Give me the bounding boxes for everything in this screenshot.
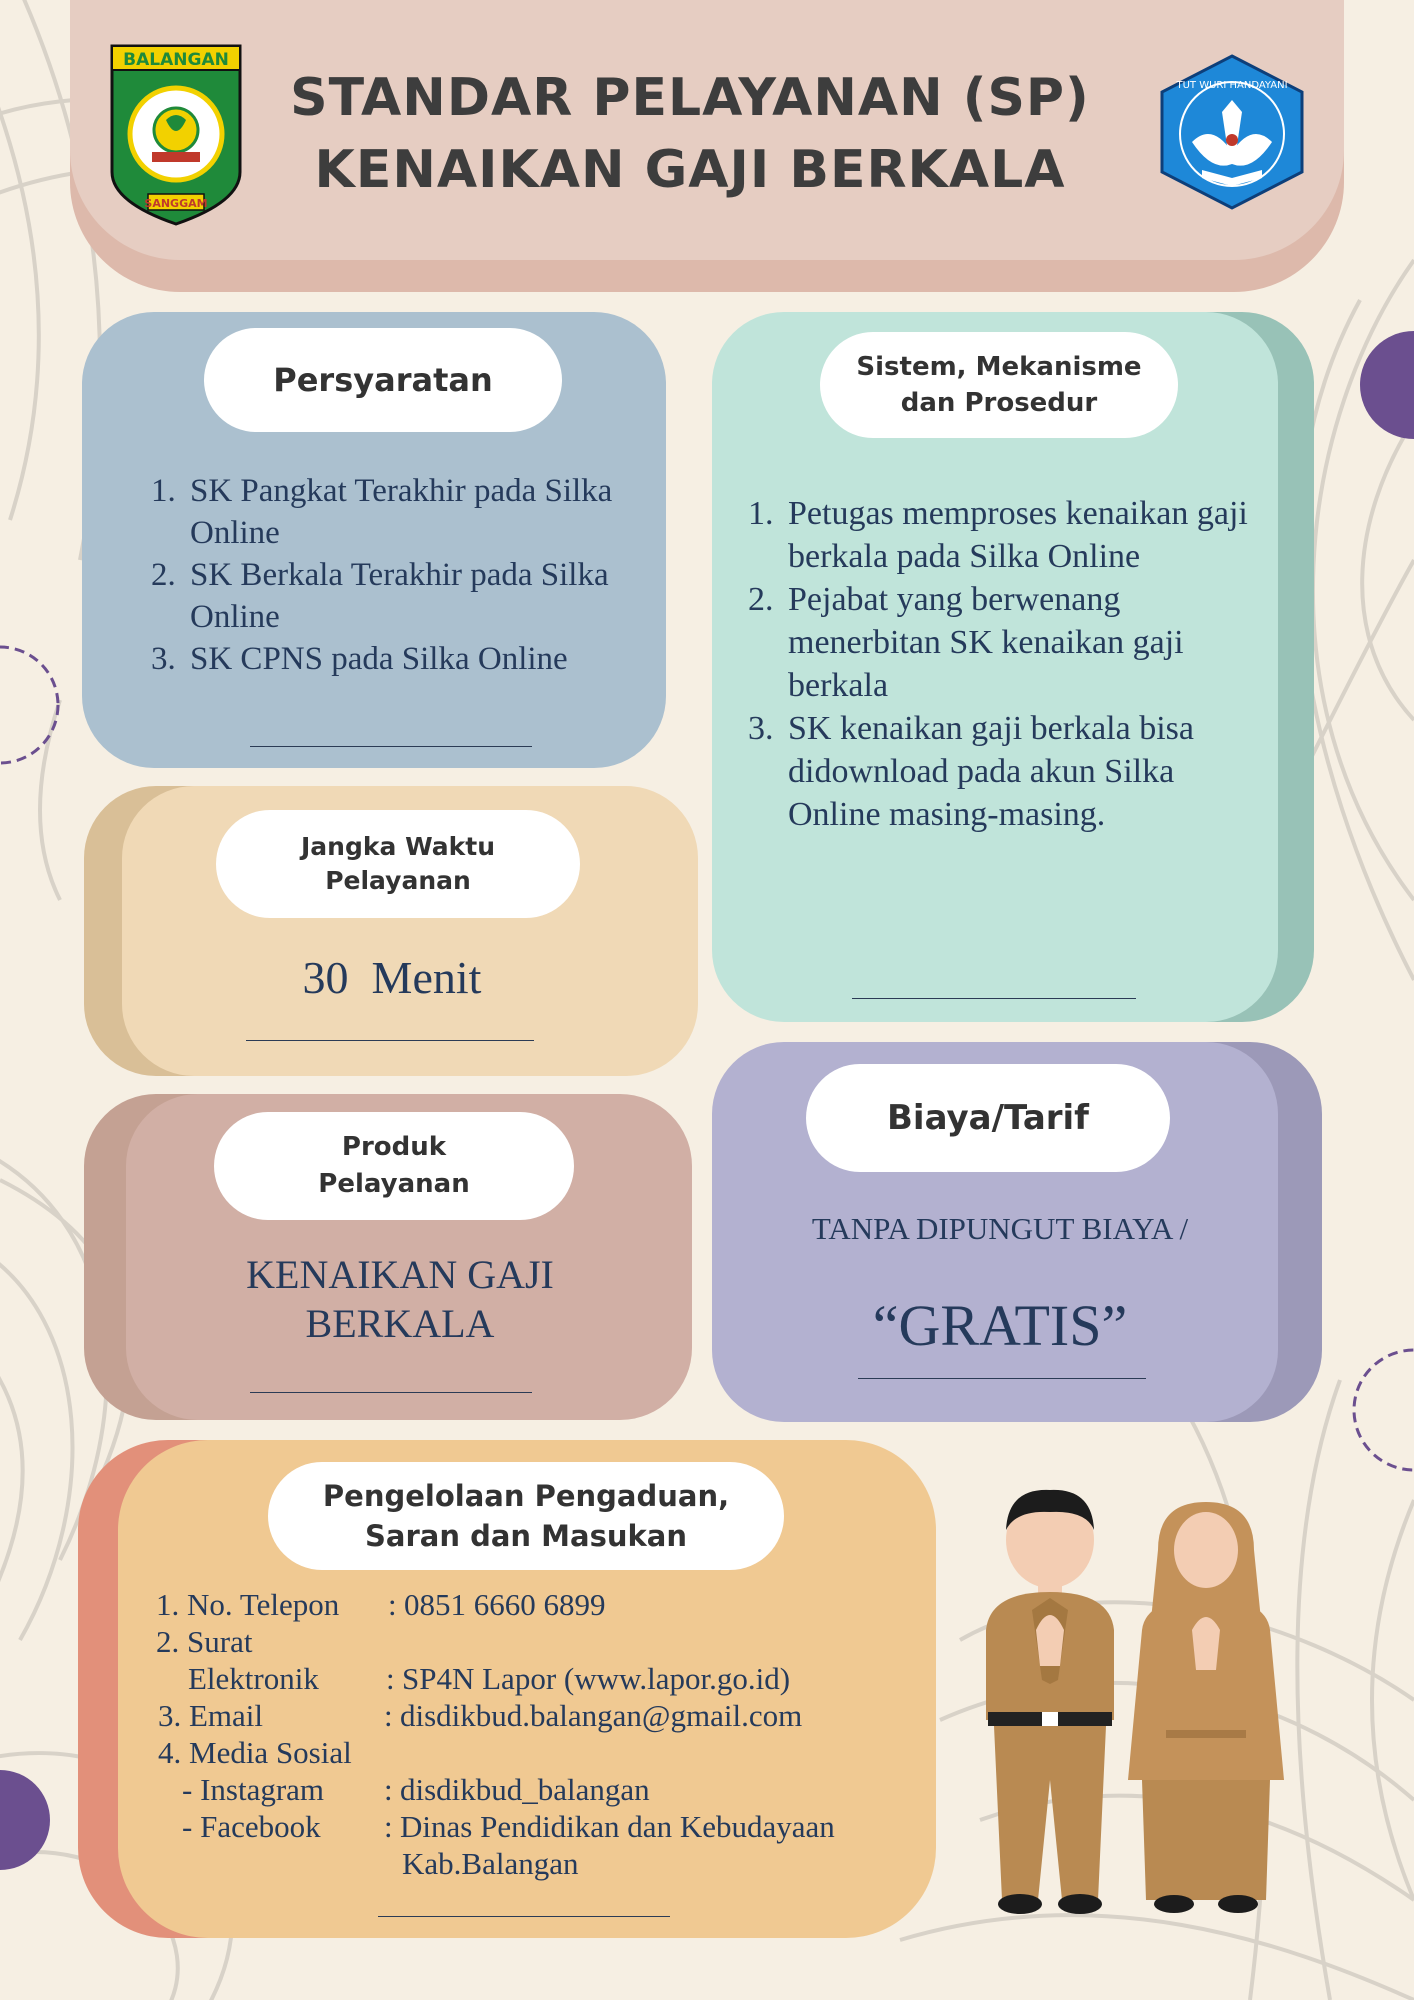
contact-label: 1. No. Telepon — [156, 1587, 340, 1622]
contact-row-email — [156, 1697, 916, 1734]
jangka-heading — [216, 810, 580, 918]
contact-value: disdikbud_balangan — [400, 1772, 650, 1807]
persyaratan-divider — [250, 746, 532, 747]
tut-wuri-handayani-logo-icon — [1152, 52, 1312, 212]
contact-value: disdikbud.balangan@gmail.com — [400, 1698, 803, 1733]
contact-row-elektronik — [156, 1660, 916, 1697]
contact-value: SP4N Lapor (www.lapor.go.id) — [402, 1661, 791, 1696]
pengaduan-heading-line-1: Pengelolaan Pengaduan, — [322, 1479, 730, 1513]
list-item: 1. Petugas memproses kenaikan gaji berkala pada Silka Online — [782, 492, 1268, 578]
biaya-heading: Biaya/Tarif — [806, 1064, 1170, 1172]
contact-separator: : — [384, 1772, 393, 1807]
pengaduan-heading-line-2: Saran dan Masukan — [365, 1519, 687, 1553]
pengaduan-divider — [378, 1916, 670, 1917]
contact-separator: : — [384, 1809, 393, 1844]
contact-value: 0851 6660 6899 — [404, 1587, 606, 1622]
pengaduan-contact-list — [156, 1586, 916, 1882]
biaya-line-1: TANPA DIPUNGUT BIAYA / — [811, 1211, 1189, 1246]
woman-figure-icon — [1128, 1502, 1284, 1913]
contact-separator: : — [384, 1698, 393, 1733]
jangka-value: 30 Menit — [302, 952, 482, 1003]
sistem-heading-line-2: dan Prosedur — [900, 388, 1098, 418]
list-item: 2. Pejabat yang berwenang menerbitan SK kenaikan gaji berkala — [782, 578, 1268, 707]
persyaratan-list-container — [150, 470, 650, 680]
jangka-heading-line-1: Jangka Waktu — [301, 832, 495, 861]
list-item: 2. SK Berkala Terakhir pada Silka Online — [184, 554, 650, 638]
contact-row-media-sosial — [156, 1734, 916, 1771]
sistem-heading-line-1: Sistem, Mekanisme — [856, 352, 1142, 382]
contact-label: 3. Email — [158, 1698, 264, 1733]
sistem-list-container — [748, 492, 1268, 836]
contact-row-facebook — [156, 1808, 916, 1845]
produk-heading — [214, 1112, 574, 1220]
logo-text-sanggam: SANGGAM — [144, 197, 208, 210]
man-figure-icon — [986, 1490, 1114, 1914]
jangka-divider — [246, 1040, 534, 1041]
persyaratan-list — [150, 470, 650, 680]
balangan-logo-icon — [108, 42, 244, 226]
contact-label: 2. Surat — [156, 1624, 253, 1659]
produk-value-line-2: BERKALA — [305, 1301, 495, 1346]
page-title — [240, 62, 1140, 206]
produk-value — [130, 1250, 670, 1348]
sistem-list — [748, 492, 1268, 836]
pengaduan-heading — [268, 1462, 784, 1570]
sistem-divider — [852, 998, 1136, 999]
sistem-heading — [820, 332, 1178, 438]
list-item: 3. SK kenaikan gaji berkala bisa didownload pada akun Silka Online masing-masing. — [782, 707, 1268, 836]
produk-divider — [250, 1392, 532, 1393]
contact-row-instagram — [156, 1771, 916, 1808]
contact-value: Dinas Pendidikan dan Kebudayaan — [400, 1809, 835, 1844]
contact-label: - Instagram — [182, 1772, 325, 1807]
title-line-2: KENAIKAN GAJI BERKALA — [314, 140, 1066, 200]
contact-label: 4. Media Sosial — [158, 1735, 352, 1770]
contact-label: - Facebook — [182, 1809, 321, 1844]
contact-label — [156, 1845, 402, 1882]
contact-row-telepon — [156, 1586, 916, 1623]
title-line-1: STANDAR PELAYANAN (SP) — [290, 68, 1090, 128]
contact-row-surat — [156, 1623, 916, 1660]
list-item: 1. SK Pangkat Terakhir pada Silka Online — [184, 470, 650, 554]
contact-label: Elektronik — [188, 1661, 319, 1696]
logo-text-balangan: BALANGAN — [123, 50, 229, 70]
produk-heading-line-2: Pelayanan — [318, 1169, 470, 1199]
contact-separator: : — [386, 1661, 395, 1696]
produk-heading-line-1: Produk — [341, 1132, 447, 1162]
civil-servants-illustration-icon — [966, 1480, 1296, 1920]
jangka-heading-line-2: Pelayanan — [325, 866, 471, 895]
contact-value: Kab.Balangan — [402, 1846, 579, 1881]
list-item: 3. SK CPNS pada Silka Online — [184, 638, 650, 680]
contact-separator: : — [388, 1587, 397, 1622]
biaya-divider — [858, 1378, 1146, 1379]
contact-row-facebook-cont — [156, 1845, 916, 1882]
persyaratan-heading: Persyaratan — [204, 328, 562, 432]
biaya-line-2: “GRATIS” — [872, 1293, 1128, 1358]
logo-text-tut-wuri: TUT WURI HANDAYANI — [1176, 80, 1288, 91]
produk-value-line-1: KENAIKAN GAJI — [246, 1252, 554, 1297]
